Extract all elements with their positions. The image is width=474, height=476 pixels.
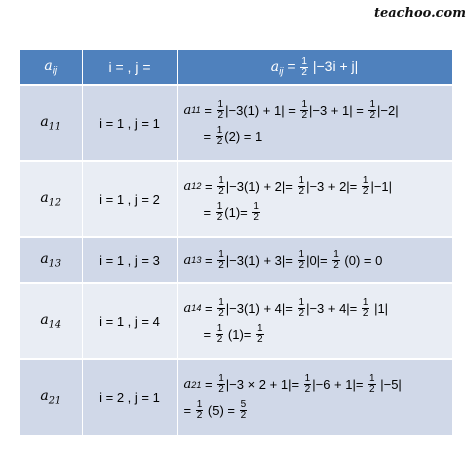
fraction-numerator: 1 xyxy=(298,174,305,186)
calc-text: |−3(1) + 2|= xyxy=(225,178,297,194)
calc-lhs-sub: 11 xyxy=(191,105,201,115)
element-sub: 13 xyxy=(48,258,62,270)
element-sub: 21 xyxy=(48,395,62,407)
calculation xyxy=(177,161,452,237)
fraction xyxy=(252,202,260,223)
calc-text: = xyxy=(200,102,216,118)
calc-text: = xyxy=(201,377,217,392)
fraction-numerator: 1 xyxy=(253,200,259,212)
calc-lhs-sub: 14 xyxy=(191,303,202,313)
fraction-denominator: 2 xyxy=(304,384,311,395)
element-base: a xyxy=(40,388,49,405)
calc-text: |−1| xyxy=(370,178,393,194)
calc-text: |0|= xyxy=(306,252,332,268)
fraction-denominator: 2 xyxy=(298,259,305,271)
fraction xyxy=(298,298,306,319)
calc-text: = xyxy=(203,326,215,342)
calculation xyxy=(177,283,452,359)
fraction-numerator: 1 xyxy=(217,98,224,110)
fraction xyxy=(300,100,308,121)
element-label xyxy=(20,359,82,435)
fraction-numerator: 1 xyxy=(304,373,311,384)
ij-values: i = 1 , j = 1 xyxy=(82,85,177,161)
fraction-numerator: 1 xyxy=(216,124,223,136)
calc-text: = xyxy=(201,252,217,268)
calc-text: (0) = 0 xyxy=(340,252,383,268)
header-aij-sub: ij xyxy=(52,65,58,77)
fraction-denominator: 2 xyxy=(218,185,224,197)
fraction xyxy=(240,400,248,421)
calc-text: (1)= xyxy=(224,204,252,220)
fraction xyxy=(256,324,264,345)
header-formula-base: a xyxy=(270,58,280,75)
fraction-denominator: 2 xyxy=(216,135,223,147)
calc-line-1 xyxy=(184,248,452,272)
fraction-numerator: 1 xyxy=(369,373,375,384)
fraction xyxy=(362,176,370,197)
calc-text: = xyxy=(201,300,217,316)
fraction-denominator: 2 xyxy=(301,66,307,78)
element-table xyxy=(20,50,453,435)
element-label xyxy=(20,161,82,237)
calc-lhs-sub: 12 xyxy=(191,181,202,191)
calc-text: |−3 + 4|= xyxy=(306,300,361,316)
fraction-denominator: 2 xyxy=(362,185,369,197)
header-ij: i = , j = xyxy=(82,50,177,85)
fraction xyxy=(332,250,340,271)
calc-text: |1| xyxy=(370,300,389,316)
header-formula-fraction xyxy=(300,57,308,78)
fraction-numerator: 1 xyxy=(362,174,369,186)
fraction xyxy=(217,250,225,271)
fraction xyxy=(217,100,225,121)
calc-text: |−2| xyxy=(377,102,399,118)
fraction-denominator: 2 xyxy=(217,109,224,121)
calculation xyxy=(177,359,452,435)
ij-values: i = 1 , j = 3 xyxy=(82,237,177,283)
fraction xyxy=(298,176,306,197)
calc-lhs-sub: 13 xyxy=(191,255,202,265)
calc-text: |−3 × 2 + 1|= xyxy=(225,377,303,392)
calc-text: (1)= xyxy=(224,326,255,342)
fraction-numerator: 1 xyxy=(362,296,369,308)
fraction-denominator: 2 xyxy=(216,333,223,345)
fraction-denominator: 2 xyxy=(369,109,375,121)
calc-line-1 xyxy=(184,373,452,397)
fraction xyxy=(216,126,224,147)
fraction-denominator: 2 xyxy=(298,185,305,197)
calc-text: = xyxy=(203,204,215,220)
fraction-denominator: 2 xyxy=(298,307,305,319)
fraction xyxy=(217,374,225,395)
fraction-numerator: 1 xyxy=(218,174,224,186)
table-row-a14 xyxy=(20,283,452,359)
calc-text: (2) = 1 xyxy=(224,128,263,144)
fraction-numerator: 1 xyxy=(369,98,375,110)
fraction-denominator: 2 xyxy=(301,109,307,121)
element-base: a xyxy=(40,311,49,328)
fraction xyxy=(217,298,225,319)
fraction-numerator: 1 xyxy=(298,296,305,308)
table-row-a12 xyxy=(20,161,452,237)
calc-text: |−3(1) + 1| = xyxy=(225,102,300,118)
element-sub: 12 xyxy=(48,197,62,209)
ij-values: i = 1 , j = 4 xyxy=(82,283,177,359)
fraction-numerator: 1 xyxy=(333,248,339,260)
calc-line-2 xyxy=(184,322,452,346)
element-base: a xyxy=(40,250,49,267)
ij-values: i = 2 , j = 1 xyxy=(82,359,177,435)
fraction xyxy=(217,176,225,197)
fraction xyxy=(368,100,376,121)
calc-text: |−5| xyxy=(376,377,402,392)
calculation xyxy=(177,85,452,161)
calc-text: |−3(1) + 3|= xyxy=(225,252,297,268)
fraction-numerator: 1 xyxy=(301,98,307,110)
fraction xyxy=(362,298,370,319)
element-label xyxy=(20,283,82,359)
fraction-numerator: 1 xyxy=(196,399,203,410)
fraction-numerator: 1 xyxy=(257,322,263,334)
fraction-denominator: 2 xyxy=(253,211,259,223)
calc-line-2 xyxy=(184,399,452,423)
teachoo-watermark: teachoo.com xyxy=(373,6,466,21)
fraction xyxy=(368,374,376,395)
calc-text: |−3 + 2|= xyxy=(306,178,361,194)
fraction-denominator: 2 xyxy=(257,333,263,345)
fraction-denominator: 2 xyxy=(196,410,203,421)
calc-text: |−3 + 1| = xyxy=(309,102,368,118)
calc-lhs-sub: 21 xyxy=(191,379,202,390)
fraction xyxy=(196,400,204,421)
calc-text: |−3(1) + 4|= xyxy=(225,300,297,316)
header-formula-eq: = xyxy=(283,57,300,74)
calc-text: = xyxy=(183,403,195,418)
fraction-denominator: 2 xyxy=(218,259,224,271)
fraction-denominator: 2 xyxy=(333,259,339,271)
calc-lhs-base: a xyxy=(183,377,192,392)
ij-values: i = 1 , j = 2 xyxy=(82,161,177,237)
calculation xyxy=(177,237,452,283)
fraction-numerator: 1 xyxy=(301,55,307,67)
fraction-denominator: 2 xyxy=(216,211,223,223)
element-sub: 14 xyxy=(48,319,62,331)
calc-text: (5) = xyxy=(204,403,239,418)
calc-lhs-base: a xyxy=(183,178,192,194)
header-formula xyxy=(177,50,452,85)
calc-text: = xyxy=(203,128,215,144)
table-row-a21 xyxy=(20,359,452,435)
fraction-denominator: 2 xyxy=(218,307,224,319)
calc-text: |−6 + 1|= xyxy=(312,377,368,392)
fraction-numerator: 1 xyxy=(216,322,223,334)
fraction-numerator: 1 xyxy=(218,373,224,384)
calc-lhs-base: a xyxy=(183,300,192,316)
header-formula-sub: ij xyxy=(279,66,284,78)
calc-line-1 xyxy=(184,98,452,122)
table-row-a11 xyxy=(20,85,452,161)
header-aij xyxy=(20,50,82,85)
calc-line-1 xyxy=(184,296,452,320)
calc-line-1 xyxy=(184,174,452,198)
fraction xyxy=(304,374,312,395)
calc-line-2 xyxy=(184,124,452,148)
table-row-a13 xyxy=(20,237,452,283)
fraction xyxy=(298,250,306,271)
element-base: a xyxy=(40,189,49,206)
fraction-numerator: 5 xyxy=(240,399,247,410)
fraction-denominator: 2 xyxy=(362,307,369,319)
element-sub: 11 xyxy=(48,121,62,133)
element-label xyxy=(20,237,82,283)
element-label xyxy=(20,85,82,161)
fraction-denominator: 2 xyxy=(218,384,224,395)
header-aij-base: a xyxy=(44,58,53,75)
fraction-numerator: 1 xyxy=(218,248,224,260)
fraction-numerator: 1 xyxy=(216,200,223,212)
fraction-denominator: 2 xyxy=(369,384,375,395)
fraction-denominator: 2 xyxy=(240,410,247,421)
calc-line-2 xyxy=(184,200,452,224)
fraction xyxy=(216,324,224,345)
header-row xyxy=(20,50,452,85)
header-formula-rest: |−3i + j| xyxy=(308,57,359,74)
fraction xyxy=(216,202,224,223)
calc-text: = xyxy=(201,178,217,194)
element-base: a xyxy=(40,113,49,130)
fraction-numerator: 1 xyxy=(218,296,224,308)
calc-lhs-base: a xyxy=(183,102,192,118)
calc-lhs-base: a xyxy=(183,252,192,268)
fraction-numerator: 1 xyxy=(298,248,305,260)
